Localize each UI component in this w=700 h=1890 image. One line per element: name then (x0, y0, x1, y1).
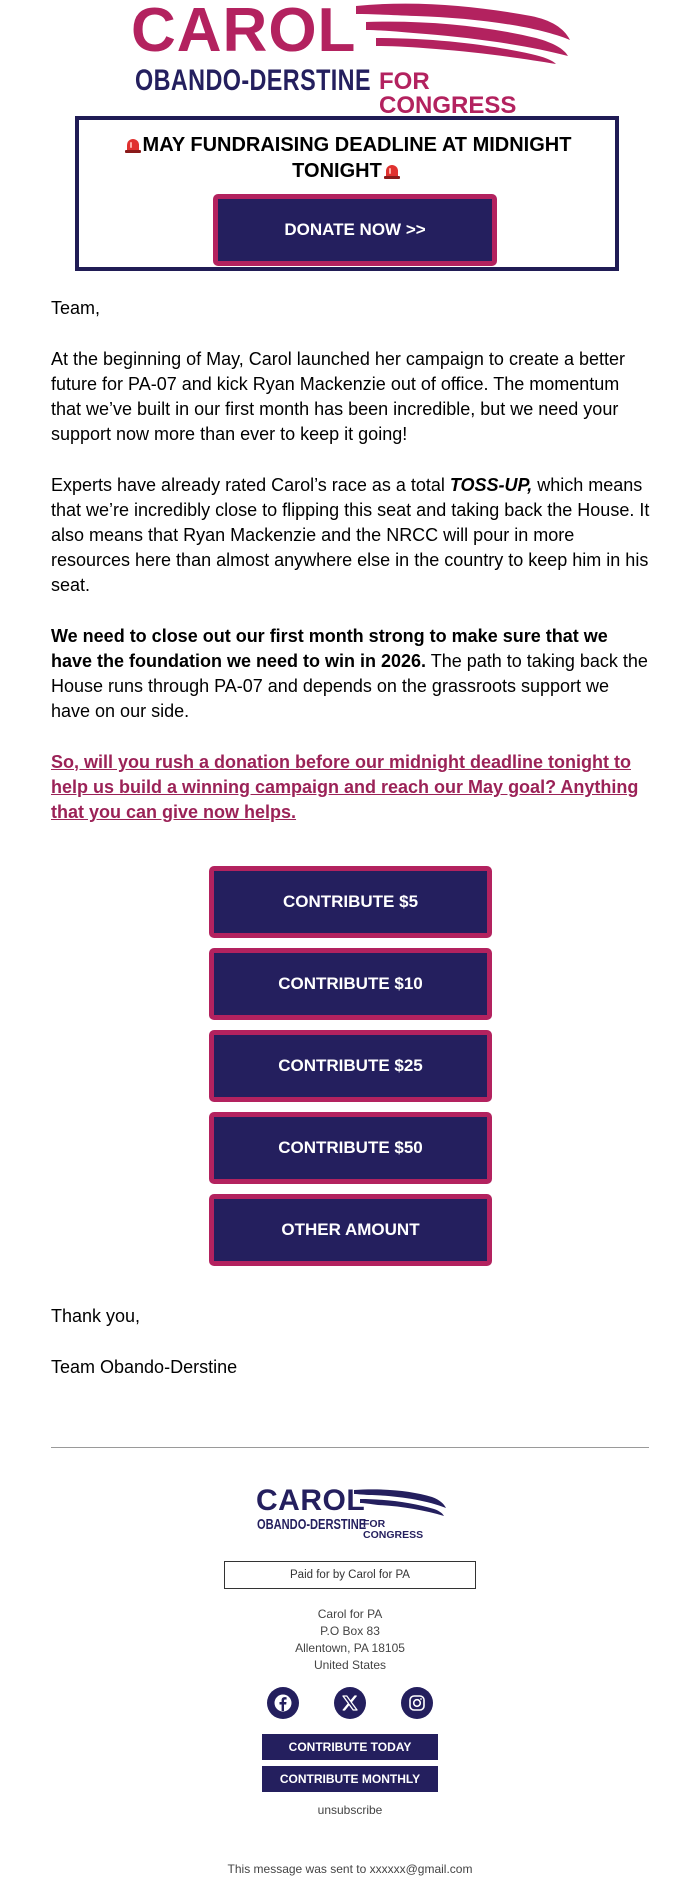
footer-divider (51, 1447, 649, 1448)
facebook-icon[interactable] (267, 1687, 299, 1719)
x-icon[interactable] (334, 1687, 366, 1719)
logo-first-name: CAROL (131, 0, 357, 65)
donation-cta-text (51, 750, 651, 825)
paragraph-3 (51, 624, 651, 724)
flag-swoosh-icon (354, 1488, 446, 1518)
contribute-monthly-button[interactable]: CONTRIBUTE MONTHLY (262, 1766, 438, 1792)
instagram-icon[interactable] (401, 1687, 433, 1719)
footer-logo[interactable] (256, 1484, 446, 1541)
siren-icon (124, 137, 142, 153)
paragraph-3-rest: The path to taking back the House runs through PA-07 and depends on the grassroots support we have on our side. (51, 651, 648, 721)
deadline-text: MAY FUNDRAISING DEADLINE AT MIDNIGHT TONIGHT (142, 134, 572, 182)
recipient-email: xxxxxx@gmail.com (369, 1862, 473, 1876)
contribute-today-button[interactable]: CONTRIBUTE TODAY (262, 1734, 438, 1760)
toss-up-emphasis: TOSS-UP, (449, 475, 533, 495)
donation-cta-link[interactable]: So, will you rush a donation before our midnight deadline tonight to help us build a winning campaign and reach our May goal? Anything that you can give now helps. (51, 752, 639, 822)
greeting: Team, (51, 298, 101, 318)
footer-logo-first-name: CAROL (256, 1484, 366, 1517)
deadline-title (79, 132, 615, 184)
signoff-thanks: Thank you, (51, 1306, 141, 1326)
sent-to-prefix: This message was sent to (227, 1862, 370, 1876)
paragraph-2 (51, 473, 651, 598)
address-line-3: Allentown, PA 18105 (295, 1641, 405, 1655)
contribute-10-button[interactable]: CONTRIBUTE $10 (209, 948, 492, 1020)
flag-swoosh-icon (356, 2, 571, 64)
logo-tagline: FOR CONGRESS (379, 68, 517, 119)
paragraph-2-end: which means that we’re incredibly close to flipping this seat and taking back the House. It also means that Ryan Mackenzie and the NRCC will pour in more resources here than almost anywhere else in the country to keep him in his seat. (51, 475, 650, 595)
footer-logo-last-name: OBANDO-DERSTINE (257, 1516, 367, 1533)
deadline-box (75, 116, 619, 271)
paragraph-1: At the beginning of May, Carol launched her campaign to create a better future for PA-07 and kick Ryan Mackenzie out of office. The momentum that we’ve built in our first month has been incredible, but we need your support now more than ever to keep it going! (51, 349, 626, 444)
unsubscribe-link[interactable]: unsubscribe (317, 1803, 383, 1817)
contribute-5-button[interactable]: CONTRIBUTE $5 (209, 866, 492, 938)
address-line-2: P.O Box 83 (320, 1624, 380, 1638)
other-amount-button[interactable]: OTHER AMOUNT (209, 1194, 492, 1266)
contribute-50-button[interactable]: CONTRIBUTE $50 (209, 1112, 492, 1184)
paid-for-disclaimer: Paid for by Carol for PA (224, 1561, 476, 1589)
address-line-4: United States (313, 1658, 387, 1672)
siren-icon (383, 163, 401, 179)
paragraph-2-start: Experts have already rated Carol’s race as a total (51, 475, 450, 495)
logo-last-name: OBANDO-DERSTINE (135, 64, 371, 97)
paragraph-3-bold: We need to close out our first month strong to make sure that we have the foundation we need to win in 2026. (51, 626, 608, 671)
address-line-1: Carol for PA (317, 1607, 383, 1621)
signoff-team: Team Obando-Derstine (51, 1357, 238, 1377)
campaign-logo[interactable] (131, 0, 571, 119)
contribute-25-button[interactable]: CONTRIBUTE $25 (209, 1030, 492, 1102)
donate-now-button[interactable]: DONATE NOW >> (213, 194, 497, 266)
footer-logo-tagline: FOR CONGRESS (363, 1518, 424, 1541)
sent-to-notice (0, 1862, 700, 1876)
